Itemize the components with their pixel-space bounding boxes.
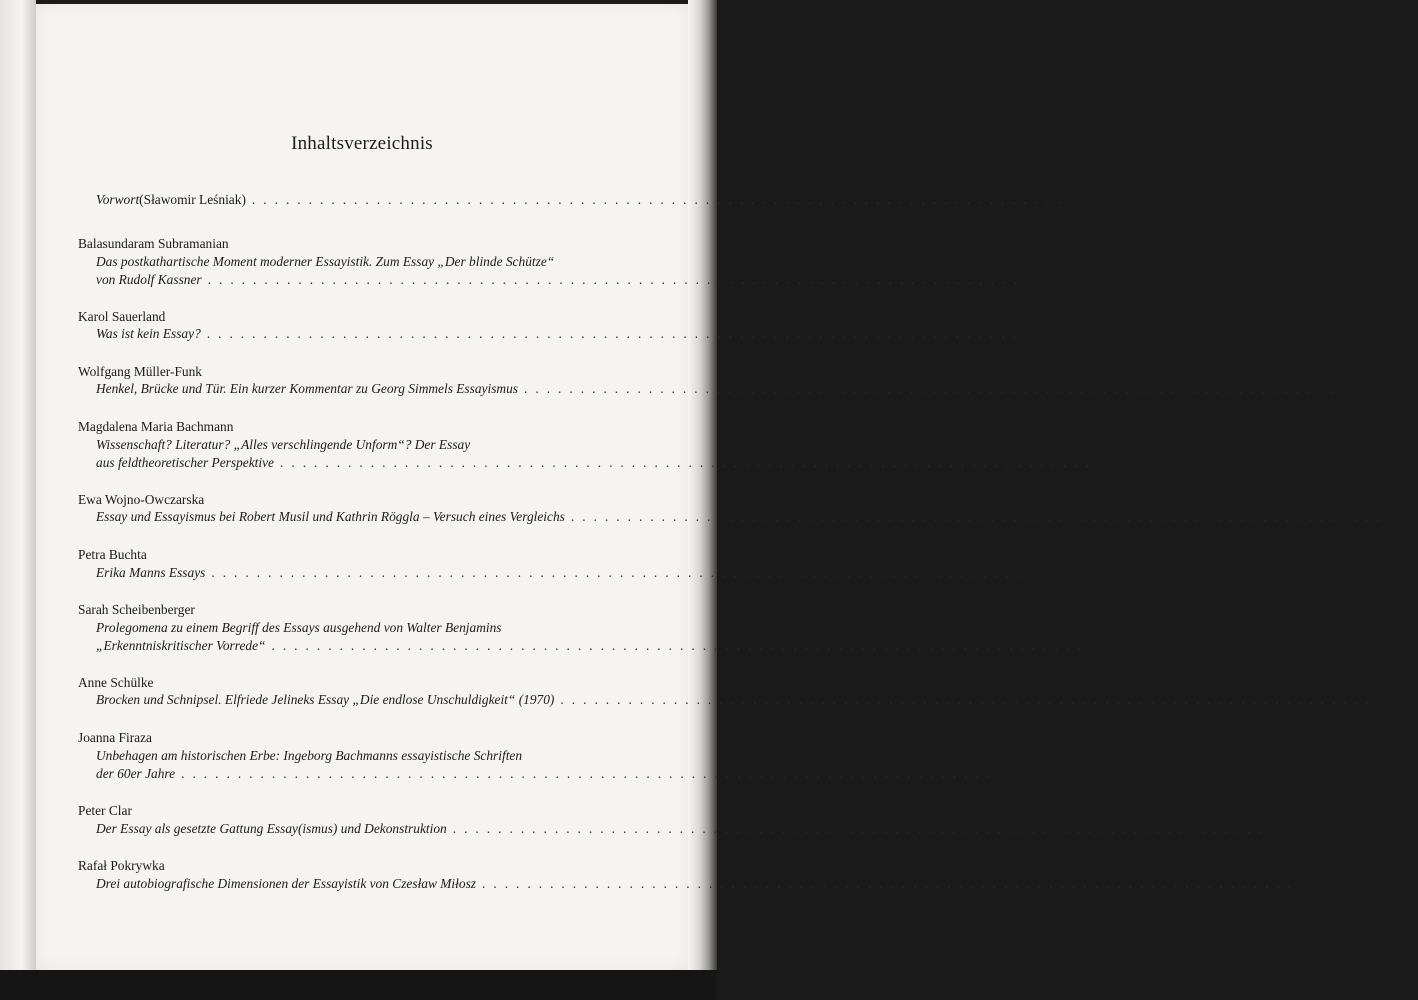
entry-title-line2: von Rudolf Kassner — [96, 272, 202, 287]
entry-author: Peter Clar — [78, 803, 132, 818]
toc-entry-line — [96, 692, 1408, 708]
leader-dots: ........................................................................ — [570, 509, 1388, 524]
entry-title-line2: „Erkenntniskritischer Vorrede“ — [96, 638, 266, 653]
entry-author: Magdalena Maria Bachmann — [78, 419, 234, 434]
toc-entry-line2 — [96, 455, 1128, 471]
leader-dots: ........................................................................ — [482, 876, 1300, 891]
page-number: 30 — [1357, 381, 1372, 396]
scan-bottom-edge — [0, 970, 717, 1000]
entry-author: Rafał Pokrywka — [78, 858, 165, 873]
entry-title-line2: aus feldtheoretischer Perspektive — [96, 455, 274, 470]
entry-author: Wolfgang Müller-Funk — [78, 364, 202, 379]
entry-author: Ewa Wojno-Owczarska — [78, 492, 205, 507]
toc-entry-line2 — [96, 766, 1029, 782]
entry-author: Karol Sauerland — [78, 309, 166, 324]
entry-title: Brocken und Schnipsel. Elfriede Jelineks Essay „Die endlose Unschuldigkeit“ (1970) — [96, 692, 555, 707]
entry-title — [96, 620, 502, 636]
entry-title — [96, 254, 554, 270]
page-number: 103 — [1279, 821, 1300, 836]
page-number: 113 — [1309, 876, 1330, 891]
entry-author: Joanna Firaza — [78, 730, 152, 745]
page-number: 37 — [1113, 455, 1128, 470]
page-title: Inhaltsverzeichnis — [291, 133, 433, 154]
page-number: 93 — [1014, 766, 1029, 781]
leader-dots: ........................................................................ — [560, 692, 1378, 707]
toc-entry-line — [96, 565, 1059, 581]
entry-title-line1: Das postkathartische Moment moderner Essayistik. Zum Essay „Der blinde Schütze“ — [96, 254, 555, 269]
entry-title: Was ist kein Essay? — [96, 326, 201, 341]
page-number: 16 — [1041, 272, 1055, 287]
page-number: 83 — [1394, 692, 1408, 707]
toc-entry-line — [96, 876, 1330, 892]
entry-title-line2: der 60er Jahre — [96, 766, 176, 781]
toc-entry-vorwort — [96, 192, 1099, 208]
leader-dots: ........................................................................ — [206, 326, 1024, 341]
entry-title: Der Essay als gesetzte Gattung Essay(ismus) und Dekonstruktion — [96, 821, 447, 836]
entry-title: Vorwort — [96, 192, 140, 207]
toc-entry-line — [96, 821, 1300, 837]
leader-dots: ........................................................................ — [452, 821, 1270, 836]
leader-dots: ........................................................................ — [207, 272, 1025, 287]
entry-author: Anne Schülke — [78, 675, 154, 690]
leader-dots: ........................................................................ — [271, 638, 1089, 653]
entry-title: Essay und Essayismus bei Robert Musil und Kathrin Röggla – Versuch eines Vergleichs — [96, 509, 565, 524]
entry-title: Erika Manns Essays — [96, 565, 206, 580]
entry-author: Balasundaram Subramanian — [78, 236, 229, 251]
entry-title-plain: (Sławomir Leśniak) — [139, 192, 246, 207]
toc-entry-line — [96, 381, 1372, 397]
entry-title: Henkel, Brücke und Tür. Ein kurzer Kommentar zu Georg Simmels Essayismus — [96, 381, 519, 396]
leader-dots: ........................................................................ — [181, 766, 999, 781]
leader-dots: ........................................................................ — [280, 455, 1098, 470]
page-number: 7 — [1092, 192, 1099, 207]
toc-entry-line2 — [96, 272, 1055, 288]
entry-title-line1: Unbehagen am historischen Erbe: Ingeborg Bachmanns essayistische Schriften — [96, 748, 523, 763]
page-number: 64 — [1045, 565, 1059, 580]
toc-entry-line — [96, 509, 1418, 525]
entry-title — [96, 437, 470, 453]
page-number: 73 — [1105, 638, 1119, 653]
entry-title-line1: Wissenschaft? Literatur? „Alles verschlingende Unform“? Der Essay — [96, 437, 471, 452]
leader-dots: ........................................................................ — [251, 192, 1069, 207]
entry-title-line1: Prolegomena zu einem Begriff des Essays ausgehend von Walter Benjamins — [96, 620, 502, 635]
entry-title — [96, 748, 522, 764]
entry-author: Petra Buchta — [78, 547, 147, 562]
page-number: 25 — [1040, 326, 1054, 341]
page-number: 47 — [1404, 509, 1418, 524]
entry-title: Drei autobiografische Dimensionen der Essayistik von Czesław Miłosz — [96, 876, 476, 891]
entry-author: Sarah Scheibenberger — [78, 602, 195, 617]
leader-dots: ........................................................................ — [524, 381, 1342, 396]
leader-dots: ........................................................................ — [211, 565, 1029, 580]
toc-entry-line — [96, 326, 1054, 342]
toc-entry-line2 — [96, 638, 1119, 654]
